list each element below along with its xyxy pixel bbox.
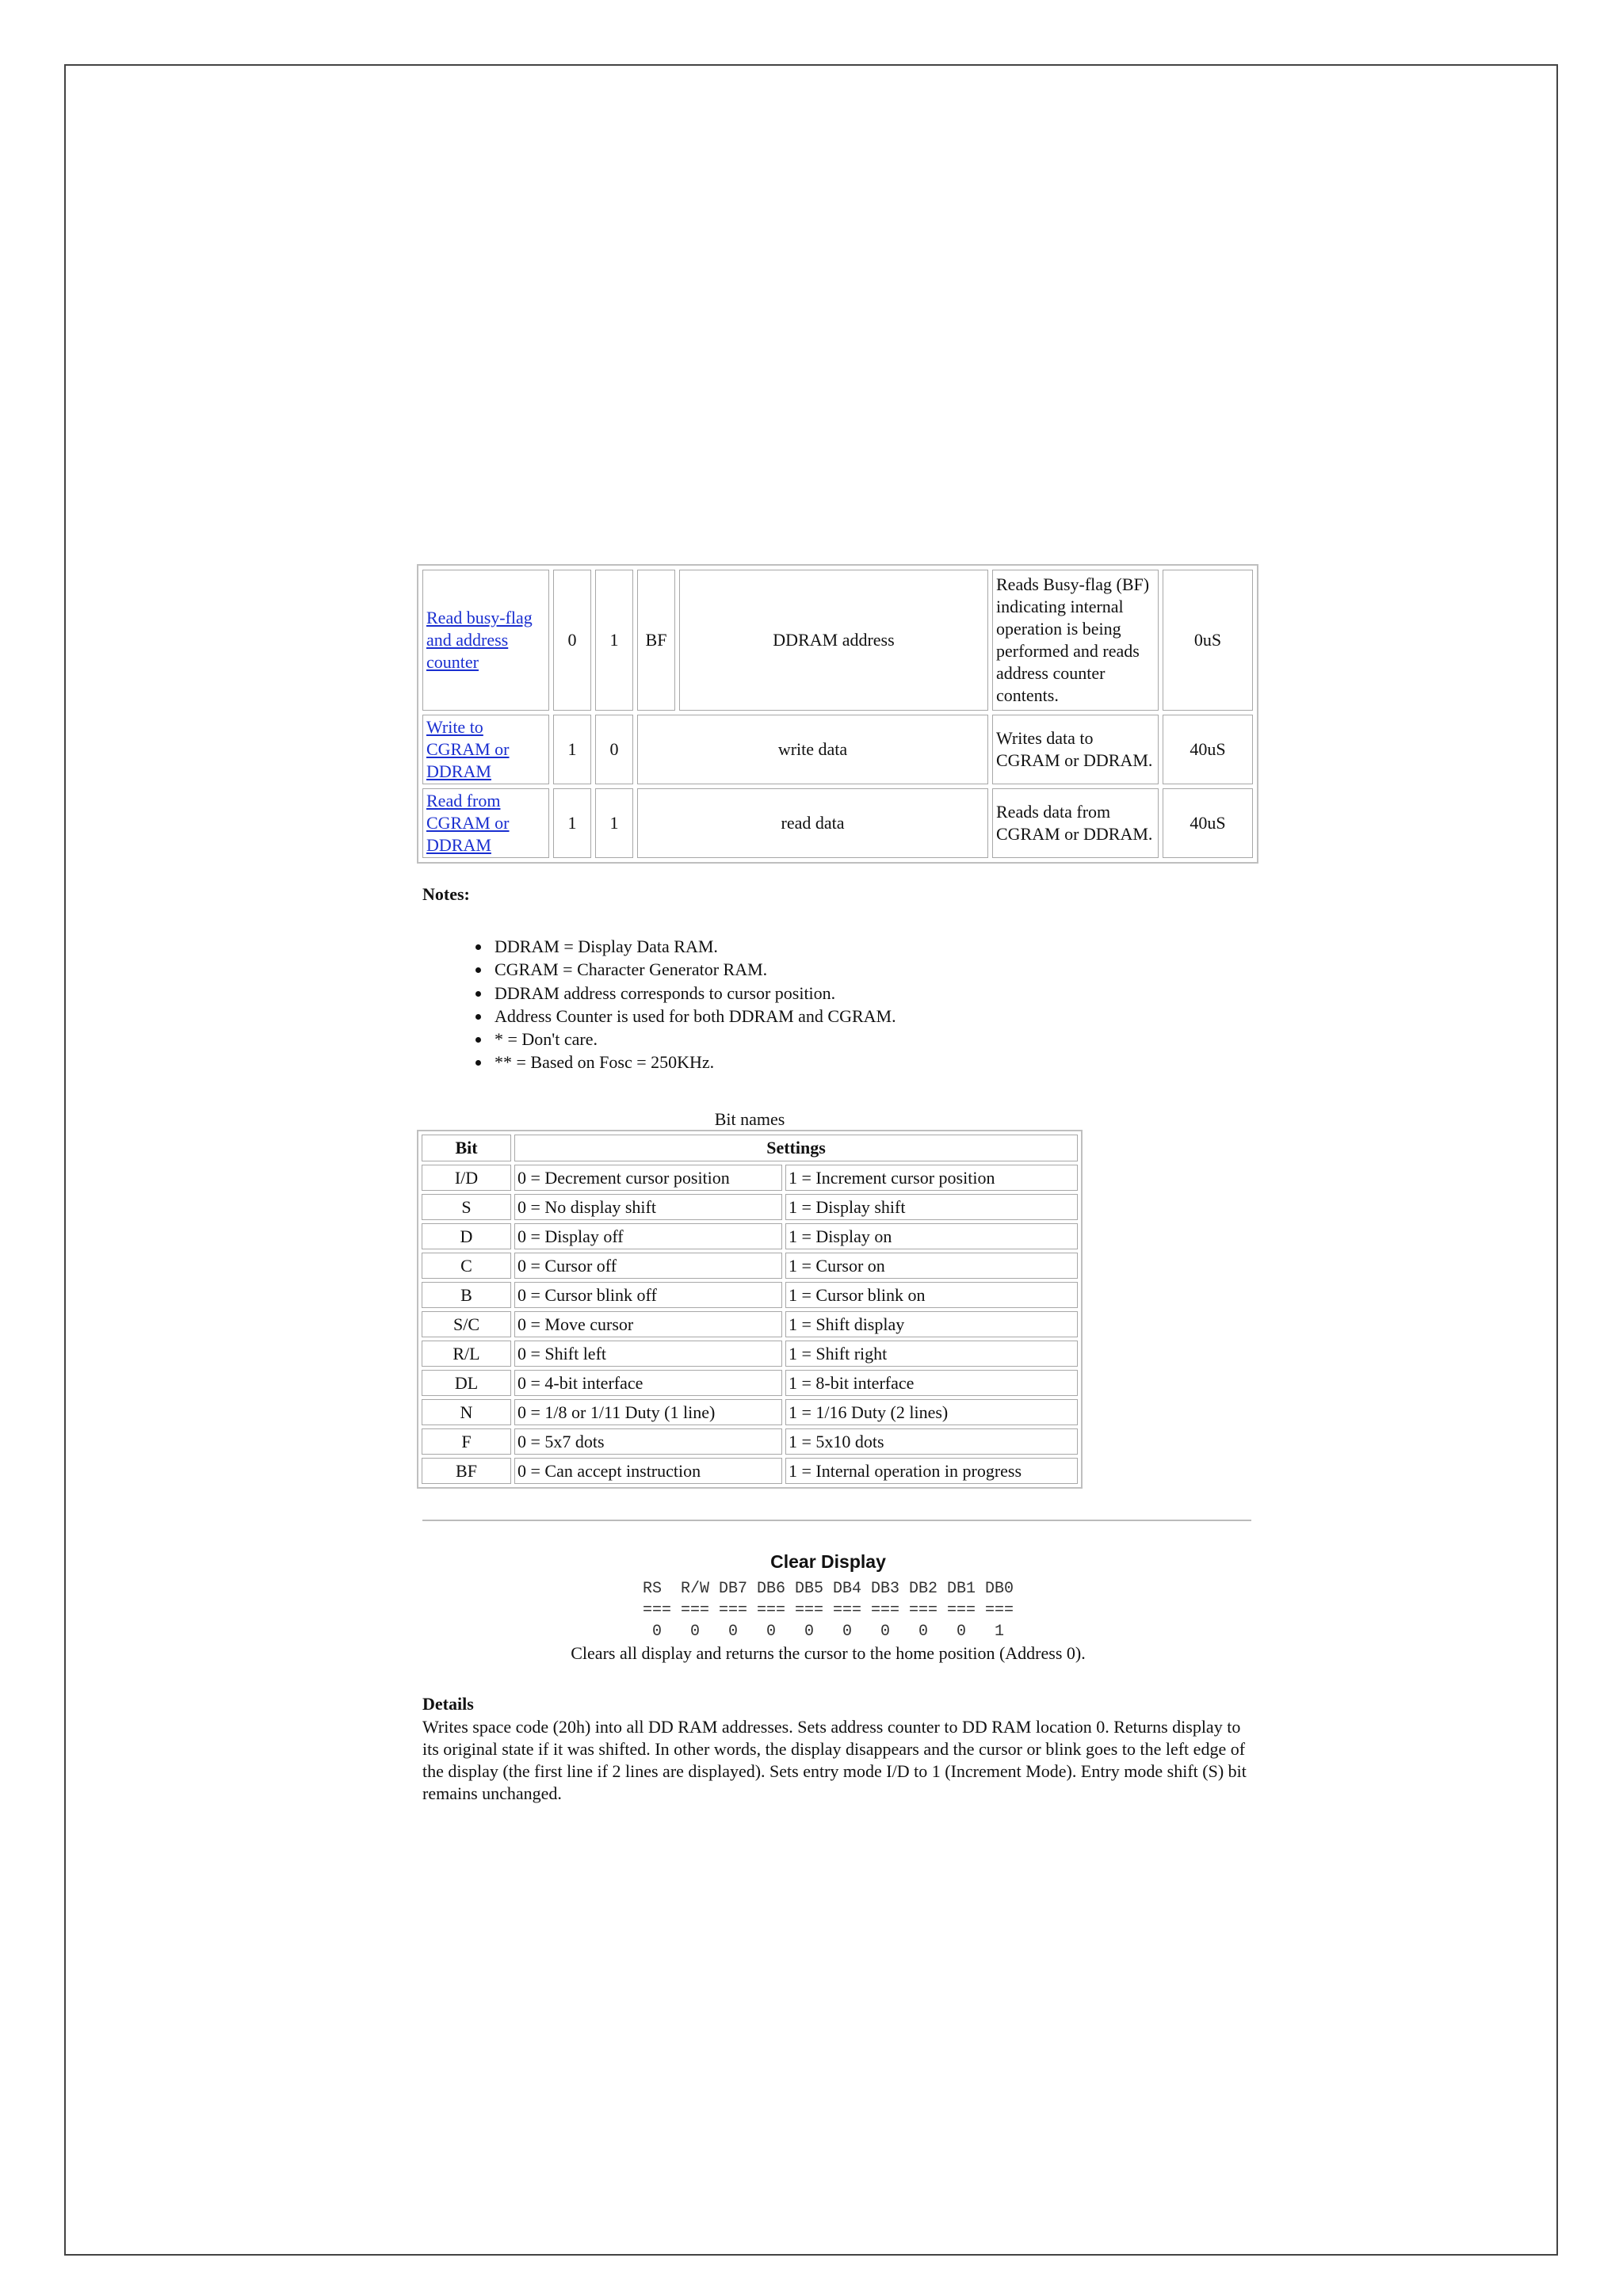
setting-zero-cell: 0 = Can accept instruction bbox=[514, 1458, 782, 1484]
setting-zero-cell: 0 = Shift left bbox=[514, 1341, 782, 1367]
table-row bbox=[422, 570, 1253, 711]
bit-names-caption: Bit names bbox=[714, 1109, 785, 1129]
bit-cell: S/C bbox=[422, 1311, 511, 1337]
rw-cell: 0 bbox=[595, 715, 633, 784]
rw-cell: 1 bbox=[595, 570, 633, 711]
bit-cell: D bbox=[422, 1223, 511, 1249]
setting-zero-cell: 0 = Display off bbox=[514, 1223, 782, 1249]
instruction-name-cell bbox=[422, 570, 549, 711]
bit-cell: BF bbox=[422, 1458, 511, 1484]
bit-cell: F bbox=[422, 1428, 511, 1455]
instruction-name-cell bbox=[422, 715, 549, 784]
clear-display-separator-line: === === === === === === === === === === bbox=[642, 1601, 1014, 1619]
list-item: • * = Don't care. bbox=[491, 1028, 896, 1051]
execution-time-cell: 40uS bbox=[1163, 788, 1253, 858]
data-cell: DDRAM address bbox=[679, 570, 988, 711]
bit-cell: C bbox=[422, 1253, 511, 1279]
table-row bbox=[422, 788, 1253, 858]
read-cgram-ddram-link[interactable]: Read from CGRAM or DDRAM bbox=[426, 791, 510, 855]
setting-one-cell: 1 = Shift display bbox=[785, 1311, 1078, 1337]
list-item: • DDRAM address corresponds to cursor position. bbox=[491, 982, 896, 1005]
read-busy-flag-link[interactable]: Read busy-flag and address counter bbox=[426, 608, 533, 672]
data-cell: write data bbox=[637, 715, 988, 784]
table-row bbox=[422, 1311, 1078, 1337]
setting-zero-cell: 0 = Move cursor bbox=[514, 1311, 782, 1337]
execution-time-cell: 40uS bbox=[1163, 715, 1253, 784]
table-row bbox=[422, 1341, 1078, 1367]
table-row bbox=[422, 1282, 1078, 1308]
table-row bbox=[422, 1223, 1078, 1249]
rs-cell: 1 bbox=[553, 715, 591, 784]
bit-cell: B bbox=[422, 1282, 511, 1308]
rw-cell: 1 bbox=[595, 788, 633, 858]
setting-zero-cell: 0 = 1/8 or 1/11 Duty (1 line) bbox=[514, 1399, 782, 1425]
clear-display-heading: Clear Display bbox=[770, 1551, 886, 1572]
instruction-name-cell bbox=[422, 788, 549, 858]
setting-zero-cell: 0 = 5x7 dots bbox=[514, 1428, 782, 1455]
list-item: • DDRAM = Display Data RAM. bbox=[491, 935, 896, 958]
notes-heading: Notes: bbox=[422, 884, 470, 904]
table-row bbox=[422, 715, 1253, 784]
settings-column-header: Settings bbox=[514, 1135, 1078, 1161]
clear-display-header-line: RS R/W DB7 DB6 DB5 DB4 DB3 DB2 DB1 DB0 bbox=[642, 1580, 1014, 1598]
table-row bbox=[422, 1370, 1078, 1396]
bit-names-table bbox=[417, 1103, 1083, 1489]
setting-one-cell: 1 = 1/16 Duty (2 lines) bbox=[785, 1399, 1078, 1425]
clear-display-description: Clears all display and returns the cursor to the home position (Address 0). bbox=[571, 1643, 1086, 1663]
clear-display-bit-table bbox=[417, 1578, 1239, 1642]
details-heading: Details bbox=[422, 1694, 474, 1714]
bit-cell: S bbox=[422, 1194, 511, 1220]
setting-one-cell: 1 = Display on bbox=[785, 1223, 1078, 1249]
setting-one-cell: 1 = Increment cursor position bbox=[785, 1165, 1078, 1191]
table-row bbox=[422, 1194, 1078, 1220]
setting-one-cell: 1 = Cursor blink on bbox=[785, 1282, 1078, 1308]
setting-one-cell: 1 = Shift right bbox=[785, 1341, 1078, 1367]
list-item: • ** = Based on Fosc = 250KHz. bbox=[491, 1051, 896, 1074]
setting-zero-cell: 0 = Decrement cursor position bbox=[514, 1165, 782, 1191]
bit-cell: N bbox=[422, 1399, 511, 1425]
setting-zero-cell: 0 = 4-bit interface bbox=[514, 1370, 782, 1396]
list-item: • Address Counter is used for both DDRAM and CGRAM. bbox=[491, 1005, 896, 1028]
notes-list bbox=[460, 935, 896, 1074]
table-row bbox=[422, 1253, 1078, 1279]
details-paragraph: Writes space code (20h) into all DD RAM addresses. Sets address counter to DD RAM location 0. Returns display to its original state if it was shifted. In other words, the display disappears and the cursor or blink goes to the left edge of the display (the first line if 2 lines are displayed). Sets entry mode I/D to 1 (Increment Mode). Entry mode shift (S) bit remains unchanged. bbox=[422, 1717, 1247, 1803]
bit-column-header: Bit bbox=[422, 1135, 511, 1161]
setting-zero-cell: 0 = Cursor off bbox=[514, 1253, 782, 1279]
description-cell: Reads Busy-flag (BF) indicating internal operation is being performed and reads address counter contents. bbox=[992, 570, 1159, 711]
instruction-table bbox=[417, 564, 1258, 864]
setting-one-cell: 1 = 5x10 dots bbox=[785, 1428, 1078, 1455]
bit-cell: R/L bbox=[422, 1341, 511, 1367]
rs-cell: 0 bbox=[553, 570, 591, 711]
bit-cell: DL bbox=[422, 1370, 511, 1396]
table-row bbox=[422, 1165, 1078, 1191]
data-cell: read data bbox=[637, 788, 988, 858]
bit-cell: I/D bbox=[422, 1165, 511, 1191]
rs-cell: 1 bbox=[553, 788, 591, 858]
setting-one-cell: 1 = Display shift bbox=[785, 1194, 1078, 1220]
table-header-row bbox=[422, 1135, 1078, 1161]
write-cgram-ddram-link[interactable]: Write to CGRAM or DDRAM bbox=[426, 717, 510, 781]
description-cell: Reads data from CGRAM or DDRAM. bbox=[992, 788, 1159, 858]
execution-time-cell: 0uS bbox=[1163, 570, 1253, 711]
setting-one-cell: 1 = Cursor on bbox=[785, 1253, 1078, 1279]
horizontal-divider bbox=[422, 1520, 1251, 1521]
clear-display-values-line: 0 0 0 0 0 0 0 0 0 1 bbox=[642, 1623, 1014, 1641]
table-row bbox=[422, 1399, 1078, 1425]
setting-one-cell: 1 = Internal operation in progress bbox=[785, 1458, 1078, 1484]
table-row bbox=[422, 1458, 1078, 1484]
description-cell: Writes data to CGRAM or DDRAM. bbox=[992, 715, 1159, 784]
db7-cell: BF bbox=[637, 570, 675, 711]
list-item: • CGRAM = Character Generator RAM. bbox=[491, 958, 896, 981]
setting-one-cell: 1 = 8-bit interface bbox=[785, 1370, 1078, 1396]
setting-zero-cell: 0 = Cursor blink off bbox=[514, 1282, 782, 1308]
table-row bbox=[422, 1428, 1078, 1455]
setting-zero-cell: 0 = No display shift bbox=[514, 1194, 782, 1220]
